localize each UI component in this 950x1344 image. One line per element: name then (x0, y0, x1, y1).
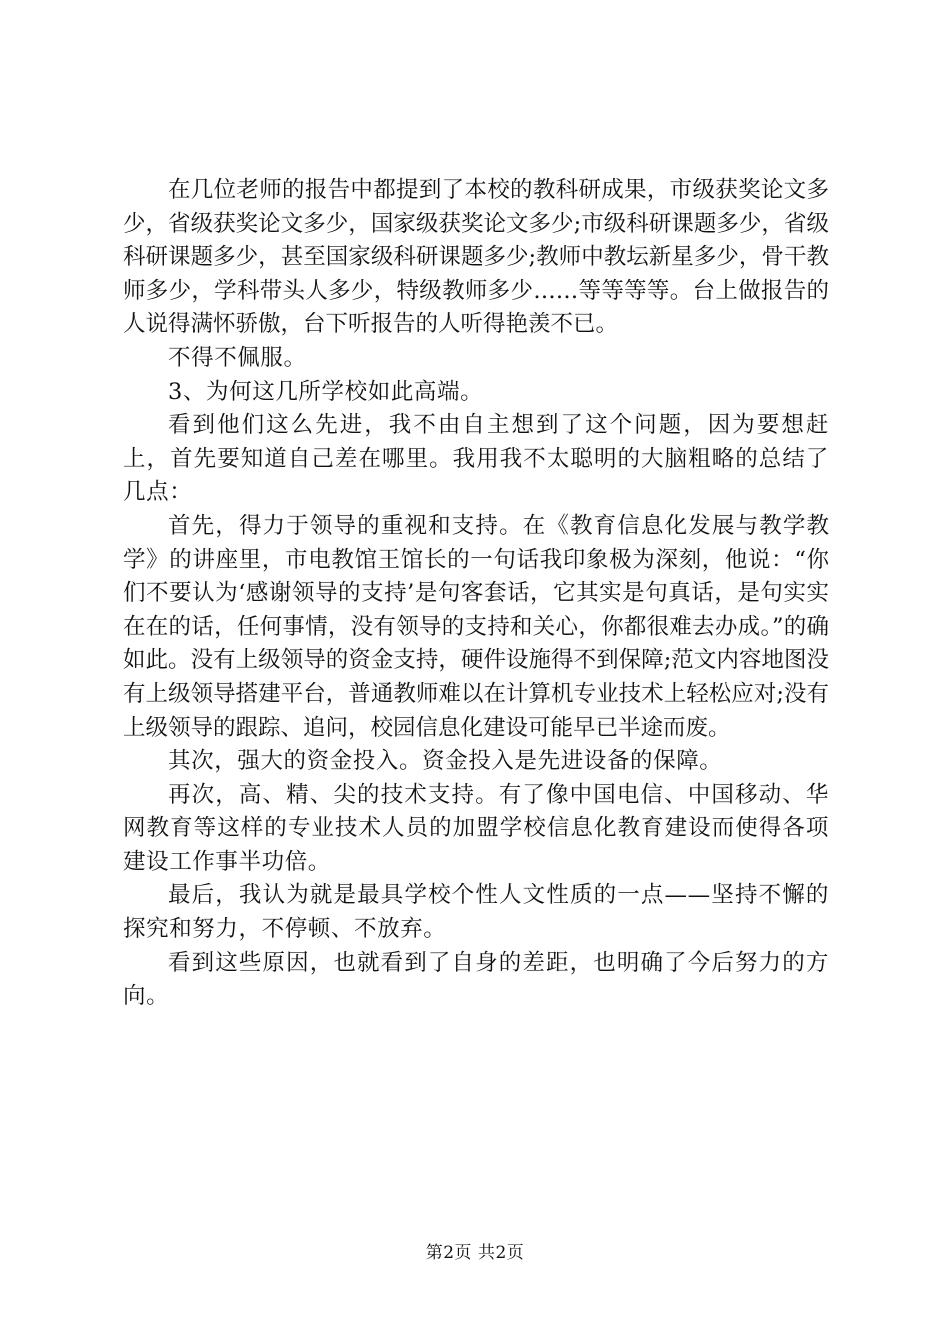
paragraph-heading-why: 3、为何这几所学校如此高端。 (168, 378, 484, 405)
page-footer (0, 1241, 950, 1265)
page-number-label: 第2页 共2页 (425, 1243, 525, 1263)
paragraph-research-achievements: 在几位老师的报告中都提到了本校的教科研成果，市级获奖论文多少，省级获奖论文多少，国家级获奖论文多少;市级科研课题多少，省级科研课题多少，甚至国家级科研课题多少;教师中教坛新星多少，骨干教师多少，学科带头人多少，特级教师多少……等等等等。台上做报告的人说得满怀骄傲，台下听报告的人听得艳羡不已。 (123, 177, 829, 338)
paragraph-technical-support: 再次，高、精、尖的技术支持。有了像中国电信、中国移动、华网教育等这样的专业技术人员的加盟学校信息化教育建设而使得各项建设工作事半功倍。 (123, 781, 829, 875)
paragraph-admiration: 不得不佩服。 (168, 344, 307, 371)
paragraph-reflection: 看到他们这么先进，我不由自主想到了这个问题，因为要想赶上，首先要知道自己差在哪里。我用我不太聪明的大脑粗略的总结了几点： (123, 412, 829, 506)
paragraph-perseverance: 最后，我认为就是最具学校个性人文性质的一点——坚持不懈的探究和努力，不停顿、不放弃。 (123, 882, 829, 943)
paragraph-funding: 其次，强大的资金投入。资金投入是先进设备的保障。 (168, 748, 723, 775)
paragraph-leadership-support: 首先，得力于领导的重视和支持。在《教育信息化发展与教学教学》的讲座里，市电教馆王馆长的一句话我印象极为深刻，他说：“你们不要认为‘感谢领导的支持’是句客套话，它其实是句真话，是句实实在在的话，任何事情，没有领导的支持和关心，你都很难去办成。”的确如此。没有上级领导的资金支持，硬件设施得不到保障;范文内容地图没有上级领导搭建平台，普通教师难以在计算机专业技术上轻松应对;没有上级领导的跟踪、追问，校园信息化建设可能早已半途而废。 (123, 512, 829, 741)
document-body (123, 174, 829, 1014)
paragraph-conclusion: 看到这些原因，也就看到了自身的差距，也明确了今后努力的方向。 (123, 949, 829, 1010)
